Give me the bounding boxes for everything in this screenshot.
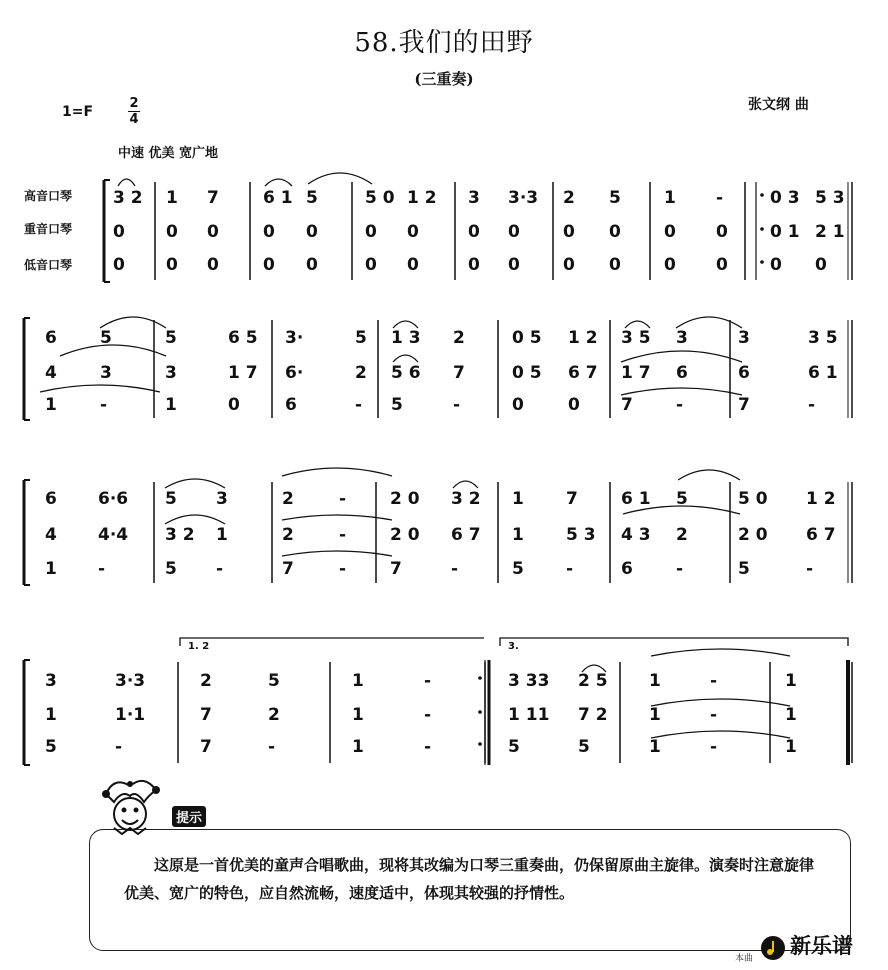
note: 3·3 <box>115 671 146 691</box>
note: - <box>268 737 276 757</box>
note: - <box>808 395 816 415</box>
note: 0 <box>716 255 728 275</box>
note: 7 <box>390 559 402 579</box>
note: 6·6 <box>98 489 129 509</box>
note: - <box>716 188 724 208</box>
note: - <box>339 559 347 579</box>
note: 3 5 <box>621 328 651 348</box>
note: 0 5 <box>512 363 542 383</box>
time-numerator: 2 <box>129 96 139 111</box>
repeat-dot <box>760 260 764 264</box>
note: - <box>424 705 432 725</box>
note: 5 3 <box>815 188 845 208</box>
note: 1 <box>512 525 524 545</box>
slur <box>393 355 418 362</box>
note: 2 0 <box>390 525 420 545</box>
tip-label: 提示 <box>172 806 206 827</box>
slur <box>453 481 478 488</box>
note: - <box>806 559 814 579</box>
note: 0 <box>365 222 377 242</box>
volta-label: 3. <box>508 641 519 652</box>
note: 5 <box>738 559 750 579</box>
note: 0 <box>770 255 782 275</box>
note: - <box>710 737 718 757</box>
note: 6 <box>621 559 633 579</box>
note: 0 <box>609 255 621 275</box>
note: 5 <box>676 489 688 509</box>
note: 5 <box>165 328 177 348</box>
note: 2 <box>676 525 688 545</box>
note: 4 <box>45 363 57 383</box>
note: 7 <box>200 705 212 725</box>
note: 2 <box>355 363 367 383</box>
watermark-brand: 新乐谱 <box>790 934 853 958</box>
note: 5 3 <box>566 525 596 545</box>
note: 2 <box>563 188 575 208</box>
slur <box>621 388 742 395</box>
subtitle: (三重奏) <box>414 70 474 88</box>
note: 2 5 <box>578 671 608 691</box>
note: 3 2 <box>451 489 481 509</box>
note: 0 <box>609 222 621 242</box>
note: 5 <box>355 328 367 348</box>
repeat-dot <box>478 676 482 680</box>
repeat-dot <box>478 710 482 714</box>
tempo-marking: 中速 优美 宽广地 <box>118 146 219 161</box>
note: 3 2 <box>113 188 143 208</box>
note: 3 <box>165 363 177 383</box>
note: 3 2 <box>165 525 195 545</box>
note: 0 <box>207 255 219 275</box>
note: 0 <box>263 222 275 242</box>
note: 0 <box>263 255 275 275</box>
note: - <box>566 559 574 579</box>
note: 0 <box>407 222 419 242</box>
slur <box>165 515 225 524</box>
note: 5 0 <box>365 188 395 208</box>
note: 5 6 <box>391 363 421 383</box>
note: 0 <box>166 255 178 275</box>
note: 5 <box>512 559 524 579</box>
note: 0 1 <box>770 222 800 242</box>
volta-bracket-1 <box>180 638 484 646</box>
note: 2 <box>282 525 294 545</box>
note: 0 <box>568 395 580 415</box>
note: - <box>710 671 718 691</box>
slur <box>651 731 790 738</box>
note: 1 <box>649 671 661 691</box>
note: 3·3 <box>508 188 539 208</box>
note: 7 <box>621 395 633 415</box>
note: 0 <box>207 222 219 242</box>
note: 0 <box>716 222 728 242</box>
composer-credit: 张文纲 曲 <box>748 97 809 113</box>
note: 5 0 <box>738 489 768 509</box>
note: - <box>451 559 459 579</box>
note: 1 <box>352 671 364 691</box>
music-note-logo-icon <box>760 935 786 961</box>
note: 2 1 <box>815 222 845 242</box>
note: 6· <box>285 363 304 383</box>
slur <box>625 321 650 328</box>
slur <box>308 173 372 184</box>
slur <box>651 699 790 706</box>
slur <box>676 317 742 328</box>
note: 6 1 <box>621 489 651 509</box>
note: 1 <box>649 705 661 725</box>
note: 1 <box>785 737 797 757</box>
note: 1 2 <box>806 489 836 509</box>
slur <box>282 468 392 476</box>
note: 6 <box>676 363 688 383</box>
note: 0 <box>306 255 318 275</box>
tip-text: 这原是一首优美的童声合唱歌曲，现将其改编为口琴三重奏曲，仍保留原曲主旋律。演奏时注意旋律优美、宽广的特色，应自然流畅，速度适中，体现其较强的抒情性。 <box>124 856 815 902</box>
time-denominator: 4 <box>129 112 139 127</box>
volta-bracket-3 <box>500 638 848 646</box>
note: - <box>676 395 684 415</box>
note: 0 <box>365 255 377 275</box>
note: 3 33 <box>508 671 550 691</box>
note: 6 <box>285 395 297 415</box>
note: 0 <box>407 255 419 275</box>
note: 0 <box>563 255 575 275</box>
note: 7 <box>200 737 212 757</box>
note: 1 7 <box>621 363 651 383</box>
note: 0 <box>664 255 676 275</box>
voice-label-middle: 重音口琴 <box>24 222 73 236</box>
note: 4 <box>45 525 57 545</box>
note: 1 <box>649 737 661 757</box>
note: 0 <box>166 222 178 242</box>
note: - <box>339 525 347 545</box>
note: 6 7 <box>806 525 836 545</box>
note: 1 <box>165 395 177 415</box>
slur <box>60 345 166 356</box>
note: 0 <box>468 255 480 275</box>
slur <box>40 385 160 392</box>
note: 6 7 <box>451 525 481 545</box>
note: - <box>453 395 461 415</box>
note: 5 <box>306 188 318 208</box>
note: 0 <box>306 222 318 242</box>
note: 0 <box>113 222 125 242</box>
note: 3 <box>45 671 57 691</box>
note: 0 <box>512 395 524 415</box>
note: 5 <box>100 328 112 348</box>
note: 3 <box>100 363 112 383</box>
note: 1 <box>45 559 57 579</box>
note: - <box>339 489 347 509</box>
volta-label: 1. 2 <box>188 641 210 652</box>
note: 3 <box>676 328 688 348</box>
note: 1 <box>664 188 676 208</box>
repeat-dot <box>760 227 764 231</box>
note: 1 <box>45 395 57 415</box>
jester-mascot-icon <box>96 772 166 842</box>
note: 0 <box>508 255 520 275</box>
note: 4 3 <box>621 525 651 545</box>
slur <box>165 479 225 488</box>
note: 3· <box>285 328 304 348</box>
note: 7 2 <box>578 705 608 725</box>
repeat-dot <box>478 742 482 746</box>
note: - <box>115 737 123 757</box>
note: 0 <box>508 222 520 242</box>
note: 0 <box>468 222 480 242</box>
note: 1·1 <box>115 705 146 725</box>
slur <box>118 179 135 186</box>
note: 1 <box>352 705 364 725</box>
note: 1 3 <box>391 328 421 348</box>
note: 7 <box>453 363 465 383</box>
note: 1 <box>166 188 178 208</box>
note: 3 <box>216 489 228 509</box>
note: 0 5 <box>512 328 542 348</box>
note: 7 <box>566 489 578 509</box>
note: 6 <box>45 328 57 348</box>
note: 5 <box>391 395 403 415</box>
note: 0 <box>664 222 676 242</box>
note: 2 0 <box>738 525 768 545</box>
note: 6 1 <box>263 188 293 208</box>
voice-label-high: 高音口琴 <box>24 189 73 203</box>
note: 0 <box>815 255 827 275</box>
slur <box>265 179 292 186</box>
note: 6 <box>45 489 57 509</box>
note: 5 <box>165 559 177 579</box>
note: 7 <box>738 395 750 415</box>
note: 1 2 <box>407 188 437 208</box>
note: 2 0 <box>390 489 420 509</box>
note: 0 <box>563 222 575 242</box>
slur <box>621 351 742 362</box>
note: 4·4 <box>98 525 129 545</box>
note: - <box>676 559 684 579</box>
note: 5 <box>508 737 520 757</box>
note: 3 <box>738 328 750 348</box>
note: 1 <box>785 671 797 691</box>
note: 6 5 <box>228 328 258 348</box>
note: 1 <box>216 525 228 545</box>
note: - <box>98 559 106 579</box>
note: - <box>424 737 432 757</box>
note: 1 7 <box>228 363 258 383</box>
note: 6 7 <box>568 363 598 383</box>
note: 2 <box>453 328 465 348</box>
note: 0 <box>228 395 240 415</box>
note: 5 <box>268 671 280 691</box>
note: 5 <box>578 737 590 757</box>
note: 7 <box>207 188 219 208</box>
note: 3 <box>468 188 480 208</box>
watermark-small-text: 本曲 <box>735 954 754 964</box>
page-title: 58.我们的田野 <box>354 28 534 58</box>
slur <box>393 321 418 328</box>
note: 1 11 <box>508 705 550 725</box>
note: 6 1 <box>808 363 838 383</box>
repeat-dot <box>760 193 764 197</box>
note: 1 <box>45 705 57 725</box>
note: 2 <box>200 671 212 691</box>
note: 2 <box>282 489 294 509</box>
note: 7 <box>282 559 294 579</box>
note: - <box>216 559 224 579</box>
note: 1 <box>512 489 524 509</box>
note: 1 <box>785 705 797 725</box>
note: 0 3 <box>770 188 800 208</box>
note: - <box>710 705 718 725</box>
note: 1 2 <box>568 328 598 348</box>
note: - <box>355 395 363 415</box>
voice-label-low: 低音口琴 <box>24 258 73 272</box>
slur <box>678 470 740 480</box>
note: - <box>424 671 432 691</box>
note: - <box>100 395 108 415</box>
note: 1 <box>352 737 364 757</box>
note: 0 <box>113 255 125 275</box>
note: 3 5 <box>808 328 838 348</box>
slur <box>100 317 166 328</box>
note: 2 <box>268 705 280 725</box>
note: 5 <box>165 489 177 509</box>
note: 5 <box>45 737 57 757</box>
note: 5 <box>609 188 621 208</box>
slur <box>651 649 790 656</box>
note: 6 <box>738 363 750 383</box>
key-signature: 1=F <box>62 104 94 120</box>
